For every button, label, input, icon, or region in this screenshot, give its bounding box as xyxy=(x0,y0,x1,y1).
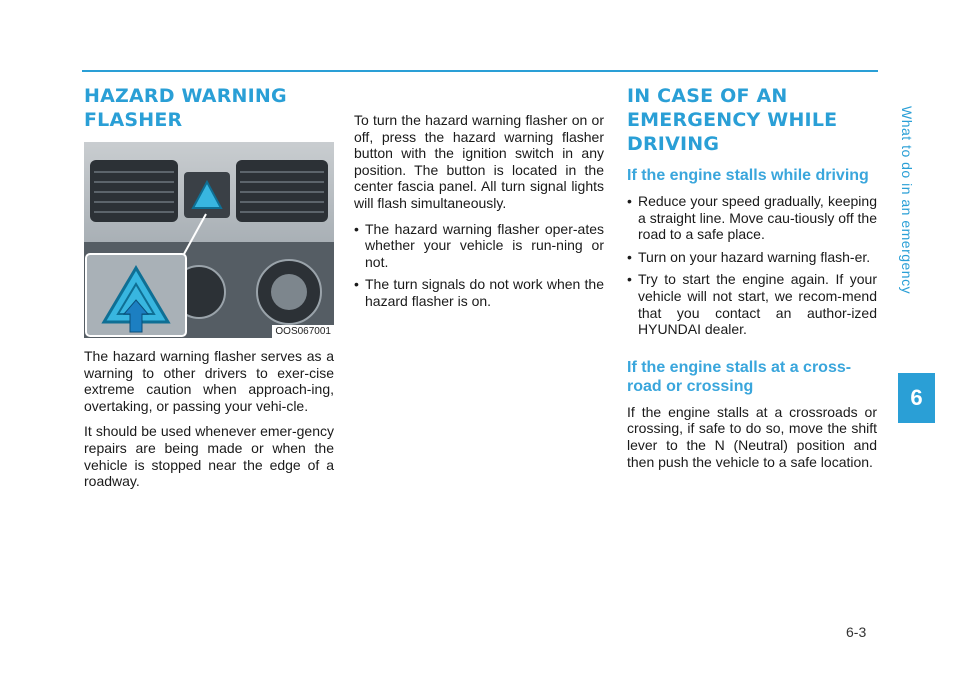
column-hazard-flasher xyxy=(84,84,334,499)
list-item: • Reduce your speed gradually, keeping a straight line. Move cau-tiously off the road to a safe place. xyxy=(627,193,877,243)
section-heading-hazard: HAZARD WARNING FLASHER xyxy=(84,85,287,131)
section-heading-emergency: IN CASE OF AN EMERGENCY WHILE DRIVING xyxy=(627,85,838,155)
list-item: • Try to start the engine again. If your vehicle will not start, we recom-mend that you contact an author-ized HYUNDAI dealer. xyxy=(627,271,877,337)
crossing-paragraph: If the engine stalls at a crossroads or crossing, if safe to do so, move the shift lever to the N (Neutral) position and then push the vehicle to a safe location. xyxy=(627,403,877,470)
list-item: • The hazard warning flasher oper-ates whether your vehicle is run-ning or not. xyxy=(354,221,604,271)
hazard-paragraph-1: The hazard warning flasher serves as a warning to other drivers to exer-cise extreme caution when approach-ing, overtaking, or passing your vehi-cle. xyxy=(84,348,334,414)
top-rule xyxy=(82,70,878,72)
chapter-title: What to do in an emergency xyxy=(899,105,915,295)
column-hazard-continued xyxy=(354,112,604,319)
page-number: 6-3 xyxy=(846,624,867,640)
list-item: • Turn on your hazard warning flash-er. xyxy=(627,249,877,266)
subheading-engine-stalls-crossing: If the engine stalls at a cross-road or crossing xyxy=(627,358,852,395)
hazard-instructions-paragraph: To turn the hazard warning flasher on or off, press the hazard warning flasher button with the ignition switch in any position. The button is located in the center fascia panel. All turn signal lights will flash simultaneously. xyxy=(354,112,604,211)
figure-code: OOS067001 xyxy=(272,325,334,338)
engine-stall-steps-list xyxy=(627,193,877,338)
list-item: • The turn signals do not work when the hazard flasher is on. xyxy=(354,276,604,309)
chapter-number-badge: 6 xyxy=(898,373,935,423)
hazard-notes-list xyxy=(354,221,604,310)
column-emergency xyxy=(627,84,877,479)
dashboard-illustration xyxy=(84,142,334,338)
subheading-engine-stalls-driving: If the engine stalls while driving xyxy=(627,167,869,184)
hazard-paragraph-2: It should be used whenever emer-gency repairs are being made or when the vehicle is stopped near the edge of a roadway. xyxy=(84,423,334,490)
hazard-button-figure xyxy=(84,142,334,338)
